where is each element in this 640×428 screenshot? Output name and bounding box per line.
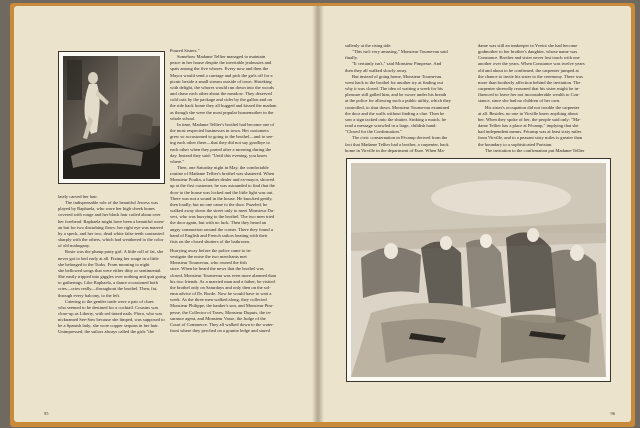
right-page (318, 6, 631, 422)
salon-monotype-image (351, 163, 606, 377)
right-text-column-2: dame was still an innkeeper in Yvetot she had become godmother to her brother's daughter, whose name was Constance. Brother and sister never lost touch with one another over the years. When Constance was twelve years old and about to be confirmed, the carpenter jumped at the chance to invite his sister to the ceremony. There was more than brotherly affection behind the invitation. The carpenter shrewdly reasoned that his sister might be in- fluenced to leave her not inconsiderable wealth to Con- stance, since she had no children of her own. His sister's occupation did not trouble the carpenter at all. Besides, no one in Virville knew anything about her. When they spoke of her, the people said only: "Ma- dame Tellier has a place at Fécamp," implying that she had independent means. Fécamp was at least sixty miles from Virville, and to a peasant sixty miles is greater than the boundary to a sophisticated Parisian. The invitation to the confirmation put Madame Tellier (478, 43, 585, 153)
book-spine-gutter (312, 6, 324, 422)
right-page-number: 96 (610, 411, 615, 416)
left-text-column-2: Poured Sisters." Somehow Madame Tellier managed to maintain peace in her house despite the inevitable jealousies and spats among the five whores. Every now and then the Mayor would send a carriage and pick the girls off for a picnic beside a small stream outside of town. Shrieking with delight, the whores would run down into the woods and chase each other about the meadow. They deserved cold cuts by the package and cider by the gallon and on the ride back home they all hugged and kissed the madam as though she were the most popular housemother in the whole school. In time, Madame Tellier's brothel had become one of the most respected businesses in town. Her customers grew so accustomed to going to the brothel—and to see- ing each other there—that they did not say goodbye to each other when they parted after a morning during the day. Instead they said: "Until this evening, you know where." Then, one Saturday night in May, the comfortable routine of Madame Tellier's brothel was shattered. When Monsieur Poulin, a lumber dealer and ex-mayor, showed up at the first customer, he was astounded to find that the door to the house was locked and the little light was out. There was not a sound in the house. He knocked gently, then loudly, but no one came to the door. Puzzled, he walked away down the street only to meet Monsieur Du- vert, who was hurrying to the brothel. The two men tried the door again, but with no luck. Then they heard an angry commotion around the corner. There they found a band of English and French sailors beating with their fists on the closed shutters of the bathroom. Hurrying away before the police came to in- vestigate the noise the two merchants met Monsieur Tournevau, who owned the fish store. When he heard the news that the brothel was closed, Monsieur Tournevau was even more alarmed than his two friends. As a married man and a father, he visited the brothel only on Saturdays and only then on the sol- emn advice of Dr. Borde. Now he would have to wait a week. As the three men walked along, they collected Monsieur Philippe, the banker's son, and Monsieur Pim- pesse, the Collector of Taxes, Monsieur Dupuis, the in- surance agent, and Monsieur Vasse, the Judge of the Court of Commerce. They all walked down to the water- front where they perched on a granite ledge and stared (170, 48, 277, 334)
left-text-column-1: lately carved her hair. The indispensable role of the beautiful Jewess was played by Raphaela, who wore her high cheek bones covered with rouge and her black hair coiled about over her forehead. Raphaela might have been a beautiful wom- an but for two disturbing flaws: her right eye was marred by a speck, and her two, dead white false teeth contrasted sharply with the others, which had weathered to the color of old mahogany. Rosie was the plump party girl. A little roll of fat, she never got to bed early at all. Fixing her rouge in a little she belonged to the Turks. From morning to night she bellowed songs that were either ditty or sentimental. She easily tripped into giggles over nothing and quit going to gatherings. Like Raphaela, a dance occasioned both cries—cries really—throughout the brothel. Then, fat, through every balcony, to the left. Catering to the gentler trade were a pair of clues who seemed to be destined for a cocktail. Cousins was close-up as Liberty, with red tinted nails. Flora, who was nicknamed See-Saw because she limped, was supposed to be a Spanish lady; she wore copper sequins in her hair. Unimpressed, the sailors always called the girls "the (58, 194, 166, 335)
bather-monotype-image (63, 56, 160, 179)
left-page (14, 6, 318, 422)
illustration-bather-plate (58, 51, 165, 184)
illustration-salon-plate (346, 158, 611, 382)
left-page-number: 95 (44, 411, 49, 416)
right-text-column-1: sullenly at the rising tide. "This isn't very amusing," Monsieur Tournevau said finally. "It certainly isn't," said Monsieur Pimpesse. And then they all walked slowly away. But instead of going home, Monsieur Tournevau went back to the brothel for another try at finding out why it was closed. The idea of waiting a week for his pleasure still galled him, and he swore under his breath at the police for allowing such a public utility, which they controlled, to shut down. Monsieur Tournevau examined the door and the walls without finding a clue. Then he saw a sign tacked onto the shutter. Striking a match, he read a message scrawled in a large, childish hand: "Closed for the Confirmation." The civic consternation in Fécamp derived from the fact that Madame Tellier had a brother, a carpenter, back home in Virville in the department of Eure. When Ma- (345, 43, 451, 153)
